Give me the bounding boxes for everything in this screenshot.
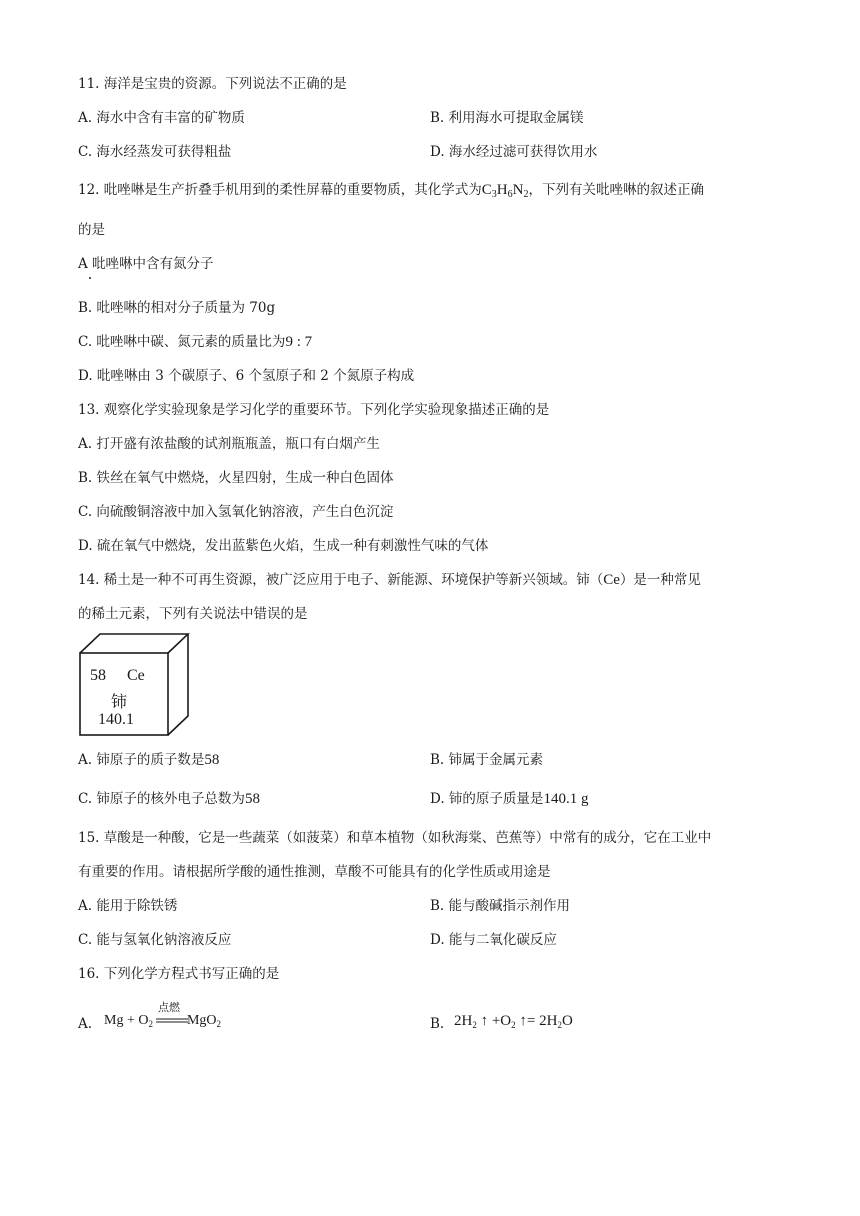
q14-stem (78, 571, 701, 589)
q15-stem: 15. 草酸是一种酸，它是一些蔬菜（如菠菜）和草本植物（如秋海棠、芭蕉等）中常有的成分，它在工业中 (78, 830, 712, 846)
q14-option-c (78, 790, 260, 808)
q11-option-d: D. 海水经过滤可获得饮用水 (430, 144, 598, 160)
element-atomic-number: 58 (90, 667, 106, 684)
q14-stem-pre: 14. 稀土是一种不可再生资源，被广泛应用于电子、新能源、环境保护等新兴领域。铈（ (78, 572, 604, 588)
q16-stem: 16. 下列化学方程式书写正确的是 (78, 966, 280, 982)
element-card-box (79, 633, 191, 737)
q14-option-a-text: A. 铈原子的质子数是 (78, 752, 205, 768)
q12-stem-post: ，下列有关吡唑啉的叙述正确 (528, 182, 704, 198)
stray-dot (89, 277, 91, 279)
q13-option-a: A. 打开盛有浓盐酸的试剂瓶瓶盖，瓶口有白烟产生 (78, 436, 380, 452)
q13-option-b: B. 铁丝在氧气中燃烧，火星四射，生成一种白色固体 (78, 470, 394, 486)
q14-stem-post: ）是一种常见 (619, 572, 701, 588)
q13-option-c: C. 向硫酸铜溶液中加入氢氧化钠溶液，产生白色沉淀 (78, 504, 394, 520)
q13-option-d: D. 硫在氧气中燃烧，发出蓝紫色火焰，生成一种有刺激性气味的气体 (78, 538, 489, 554)
q12-stem-line2: 的是 (78, 222, 105, 238)
q14-option-b: B. 铈属于金属元素 (430, 752, 544, 768)
q12-option-a: A 吡唑啉中含有氮分子 (78, 256, 214, 272)
q11-option-c: C. 海水经蒸发可获得粗盐 (78, 144, 232, 160)
equals-sign (156, 1017, 188, 1025)
q12-option-c-text: C. 吡唑啉中碳、氮元素的质量比为 (78, 334, 286, 350)
q15-option-d: D. 能与二氧化碳反应 (430, 932, 557, 948)
q14-option-a-value: 58 (204, 752, 220, 768)
q15-option-b: B. 能与酸碱指示剂作用 (430, 898, 571, 914)
q14-option-c-value: 58 (244, 791, 260, 807)
q16-condition: 点燃 (158, 1001, 180, 1014)
q12-ratio: 9 : 7 (285, 334, 313, 350)
q11-stem: 11. 海洋是宝贵的资源。下列说法不正确的是 (78, 76, 347, 92)
q14-symbol: Ce (603, 572, 620, 588)
q12-stem (78, 181, 704, 204)
q14-option-d-text: D. 铈的原子质量是 (430, 791, 544, 807)
element-name: 铈 (111, 692, 128, 711)
q14-stem-line2: 的稀土元素，下列有关说法中错误的是 (78, 606, 308, 622)
q16-option-b-label: B. (430, 1016, 445, 1032)
q15-option-a: A. 能用于除铁锈 (78, 898, 178, 914)
element-mass: 140.1 (98, 711, 134, 728)
q14-option-a (78, 751, 219, 769)
q13-stem: 13. 观察化学实验现象是学习化学的重要环节。下列化学实验现象描述正确的是 (78, 402, 550, 418)
element-symbol: Ce (127, 667, 145, 684)
q12-formula: $C_3H_6N_2$ (481, 182, 529, 200)
element-card (79, 633, 191, 737)
q12-stem-pre: 12. 吡唑啉是生产折叠手机用到的柔性屏幕的重要物质，其化学式为 (78, 182, 482, 198)
q16-option-b-equation: $2H_2$ ↑ $+O_2$ ↑= $2H_2O$ (454, 1013, 573, 1030)
q12-option-b: B. 吡唑啉的相对分子质量为 70g (78, 300, 276, 316)
q12-option-c (78, 333, 312, 351)
q16-option-a-label: A. (78, 1016, 93, 1032)
q16-option-a-equation: $Mg + O_2$ MgO$_2$ (104, 1013, 222, 1029)
q14-option-c-text: C. 铈原子的核外电子总数为 (78, 791, 245, 807)
q11-option-b: B. 利用海水可提取金属镁 (430, 110, 584, 126)
q14-option-d (430, 790, 588, 808)
q15-option-c: C. 能与氢氧化钠溶液反应 (78, 932, 232, 948)
q11-option-a: A. 海水中含有丰富的矿物质 (78, 110, 245, 126)
q14-option-d-value: 140.1 g (543, 791, 589, 807)
q15-stem-line2: 有重要的作用。请根据所学酸的通性推测，草酸不可能具有的化学性质或用途是 (78, 864, 551, 880)
q12-option-d: D. 吡唑啉由 3 个碳原子、6 个氢原子和 2 个氮原子构成 (78, 368, 415, 384)
